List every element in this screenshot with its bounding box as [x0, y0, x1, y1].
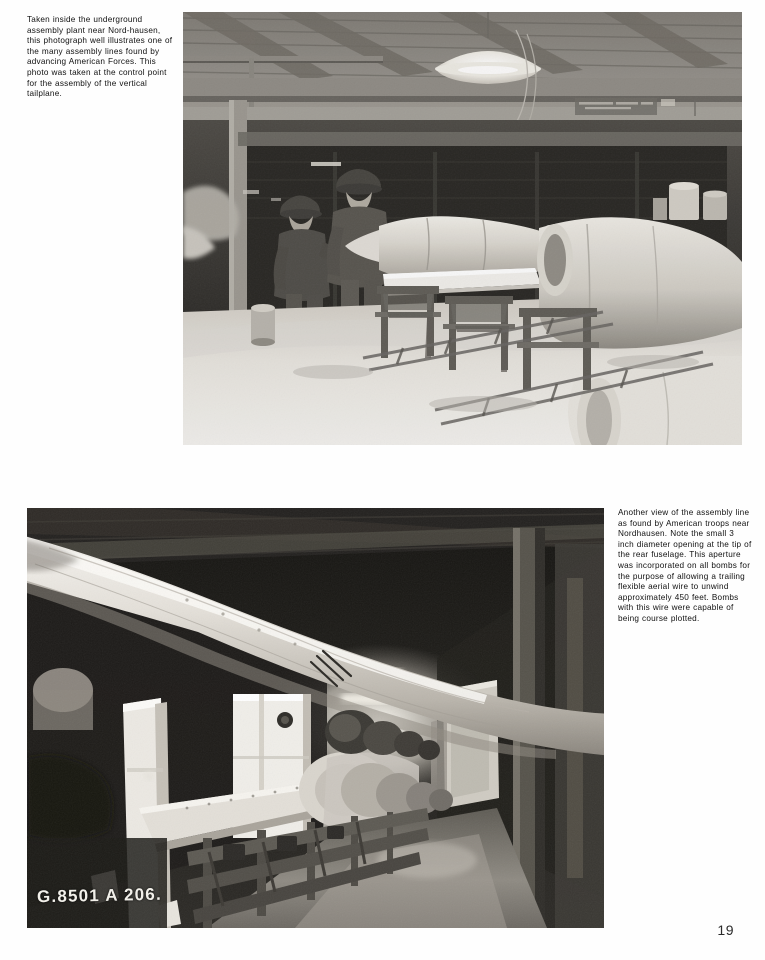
negative-number-stamp: G.8501 A 206.	[36, 884, 163, 907]
photo-underground-assembly-plant	[183, 12, 742, 445]
page-number: 19	[717, 922, 734, 938]
photo-bottom-artwork	[27, 508, 604, 928]
photo-assembly-line-rear-fuselage	[27, 508, 604, 928]
caption-bottom-photo: Another view of the assembly line as found by American troops near Nordhausen. Note the small 3 inch diameter opening at the tip of the rear fuselage. This aperture was incorporated on all bombs for the purpose of allowing a trailing flexible aerial wire to unwind approximately 450 feet. Bombs with this wire were capable of being course plotted.	[618, 508, 752, 623]
photo-top-artwork	[183, 12, 742, 445]
caption-top-photo: Taken inside the underground assembly plant near Nord-hausen, this photograph well illustrates one of the many assembly lines found by advancing American Forces. This photo was taken at the control point for the assembly of the vertical tailplane.	[27, 15, 173, 99]
